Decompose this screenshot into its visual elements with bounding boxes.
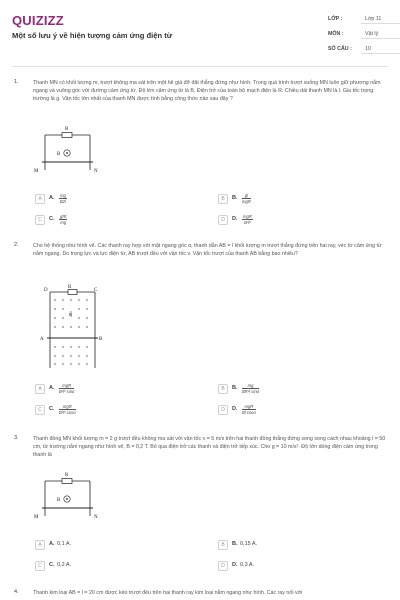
option-label: A. bbox=[49, 541, 55, 547]
option-label: D. bbox=[232, 406, 238, 412]
option-3d[interactable] bbox=[218, 560, 388, 573]
option-value: 0,2 A. bbox=[57, 562, 72, 568]
option-label: B. bbox=[232, 195, 238, 201]
label-n: N bbox=[94, 169, 98, 174]
option-3a[interactable] bbox=[35, 539, 215, 552]
header-divider bbox=[12, 66, 388, 67]
option-label: B. bbox=[232, 385, 238, 391]
option-label: A. bbox=[49, 195, 55, 201]
option-3c[interactable] bbox=[35, 560, 215, 573]
question-number: 1. bbox=[14, 79, 19, 85]
field-dots-icon bbox=[54, 299, 87, 364]
option-value: 0,15 A. bbox=[240, 541, 258, 547]
option-box: C bbox=[35, 405, 45, 415]
option-box: A bbox=[35, 384, 45, 394]
label-r: R bbox=[65, 473, 69, 478]
label-field: B bbox=[69, 312, 73, 317]
option-box: A bbox=[35, 540, 45, 550]
circuit-diagram-3 bbox=[30, 470, 105, 522]
question-text: Thanh MN có khối lượng m, trượt không ma sát trên một hệ giá đỡ đặt thẳng đứng như hình. Trong quá trình trượt xuống MN luôn giữ phương nằm ngang và vuông góc với đường cảm ứng từ. Độ lớn cảm ứng từ là B. Điện trở của toàn bộ mạch điện là R. Chiều dài thanh MN là l. Gia tốc trọng trường là g. Vận tốc lớn nhất của thanh MN được tính bằng công thức nào sau đây ? bbox=[33, 80, 381, 102]
resistor-icon bbox=[62, 133, 72, 138]
option-value: 0,1 A. bbox=[57, 541, 72, 547]
meta-grade-value: Lớp 11 bbox=[365, 16, 382, 22]
meta-line bbox=[361, 38, 400, 39]
label-m: M bbox=[34, 169, 39, 174]
question-text: Thanh kim loại AB = l = 20 cm được kéo trượt đều trên hai thanh ray kim loại nằm ngang như hình. Các ray nối với bbox=[33, 590, 303, 596]
meta-subject-key: MÔN : bbox=[328, 31, 344, 37]
option-formula: $\frac{mg}{\text{BR²l sinα}}$ bbox=[242, 383, 260, 394]
option-formula: gl mgR bbox=[242, 193, 251, 204]
meta-subject-value: Vật lý bbox=[365, 31, 379, 37]
label-d: D bbox=[44, 288, 48, 293]
option-2b[interactable] bbox=[218, 383, 388, 396]
option-label: D. bbox=[232, 562, 238, 568]
question-number: 3. bbox=[14, 435, 19, 441]
meta-grade-key: LỚP : bbox=[328, 16, 343, 22]
page-title: Một số lưu ý về hiện tượng cảm ứng điện từ bbox=[12, 31, 173, 40]
resistor-icon bbox=[68, 290, 77, 295]
meta-count-value: 10 bbox=[365, 46, 371, 52]
option-formula: mgR B²l² bbox=[243, 214, 252, 225]
label-m: M bbox=[34, 515, 39, 520]
label-b: B bbox=[57, 152, 61, 157]
option-formula: mgR B²l² sinα bbox=[59, 383, 75, 394]
worksheet-header bbox=[0, 0, 400, 64]
meta-line bbox=[361, 53, 400, 54]
option-box: D bbox=[218, 561, 228, 571]
option-box: A bbox=[35, 194, 45, 204]
label-b: B bbox=[57, 498, 61, 503]
rail-diagram-2 bbox=[38, 282, 106, 372]
question-text: Thanh đồng MN khối lượng m = 2 g trượt đều không ma sát với vận tốc v = 5 m/s trên hai thanh đồng thẳng đứng song song cách nhau khoảng l = 50 cm, từ trường nằm ngang như hình vẽ, B = 0,2 T. Bỏ qua điện trở các thanh và điện trở tiếp xúc. Cho g = 10 m/s². Độ lớn dòng điện cảm ứng trong thanh là bbox=[33, 436, 386, 458]
option-2a[interactable] bbox=[35, 383, 215, 396]
option-1c[interactable] bbox=[35, 214, 215, 227]
question-number: 2. bbox=[14, 242, 19, 248]
question-text: Cho hệ thống như hình vẽ. Các thanh ray hợp với mặt ngang góc α, thanh dẫn AB = l khối lượng m trượt thẳng đứng trên hai ray, véc tơ cảm ứng từ nằm ngang. Do trọng lực và lực điện từ, AB trượt đều với vận tốc v. Vận tốc trượt của thanh AB bằng bao nhiêu? bbox=[33, 243, 382, 257]
option-box: C bbox=[35, 215, 45, 225]
label-r: R bbox=[68, 285, 72, 290]
question-4 bbox=[0, 589, 400, 600]
option-formula: gRl mg bbox=[60, 214, 67, 225]
option-label: C. bbox=[49, 216, 55, 222]
label-a: A bbox=[40, 337, 44, 342]
option-2d[interactable] bbox=[218, 404, 388, 417]
option-label: A. bbox=[49, 385, 55, 391]
resistor-icon bbox=[62, 479, 72, 484]
label-n: N bbox=[94, 515, 98, 520]
option-box: B bbox=[218, 540, 228, 550]
label-c: C bbox=[94, 288, 98, 293]
option-label: B. bbox=[232, 541, 238, 547]
option-2c[interactable] bbox=[35, 404, 215, 417]
option-label: C. bbox=[49, 562, 55, 568]
option-box: B bbox=[218, 384, 228, 394]
label-b-end: B bbox=[99, 337, 103, 342]
option-box: D bbox=[218, 215, 228, 225]
option-box: D bbox=[218, 405, 228, 415]
option-formula: $\frac{mg}{B2l}$ bbox=[59, 193, 66, 204]
option-box: B bbox=[218, 194, 228, 204]
option-box: C bbox=[35, 561, 45, 571]
meta-count-key: SỐ CÂU : bbox=[328, 46, 352, 52]
option-1b[interactable] bbox=[218, 193, 388, 206]
option-label: C. bbox=[49, 406, 55, 412]
label-r: R bbox=[65, 127, 69, 132]
question-number: 4. bbox=[14, 589, 19, 595]
option-formula: mgR B²l² cosα bbox=[59, 404, 76, 415]
meta-line bbox=[361, 23, 400, 24]
circuit-diagram-1 bbox=[30, 124, 105, 176]
option-3b[interactable] bbox=[218, 539, 388, 552]
option-1d[interactable] bbox=[218, 214, 388, 227]
option-label: D. bbox=[232, 216, 238, 222]
quizizz-logo: QUIZIZZ bbox=[12, 13, 64, 28]
option-1a[interactable] bbox=[35, 193, 215, 206]
option-value: 0,3 A. bbox=[240, 562, 255, 568]
option-formula: mgR Bl cosα bbox=[242, 404, 256, 415]
